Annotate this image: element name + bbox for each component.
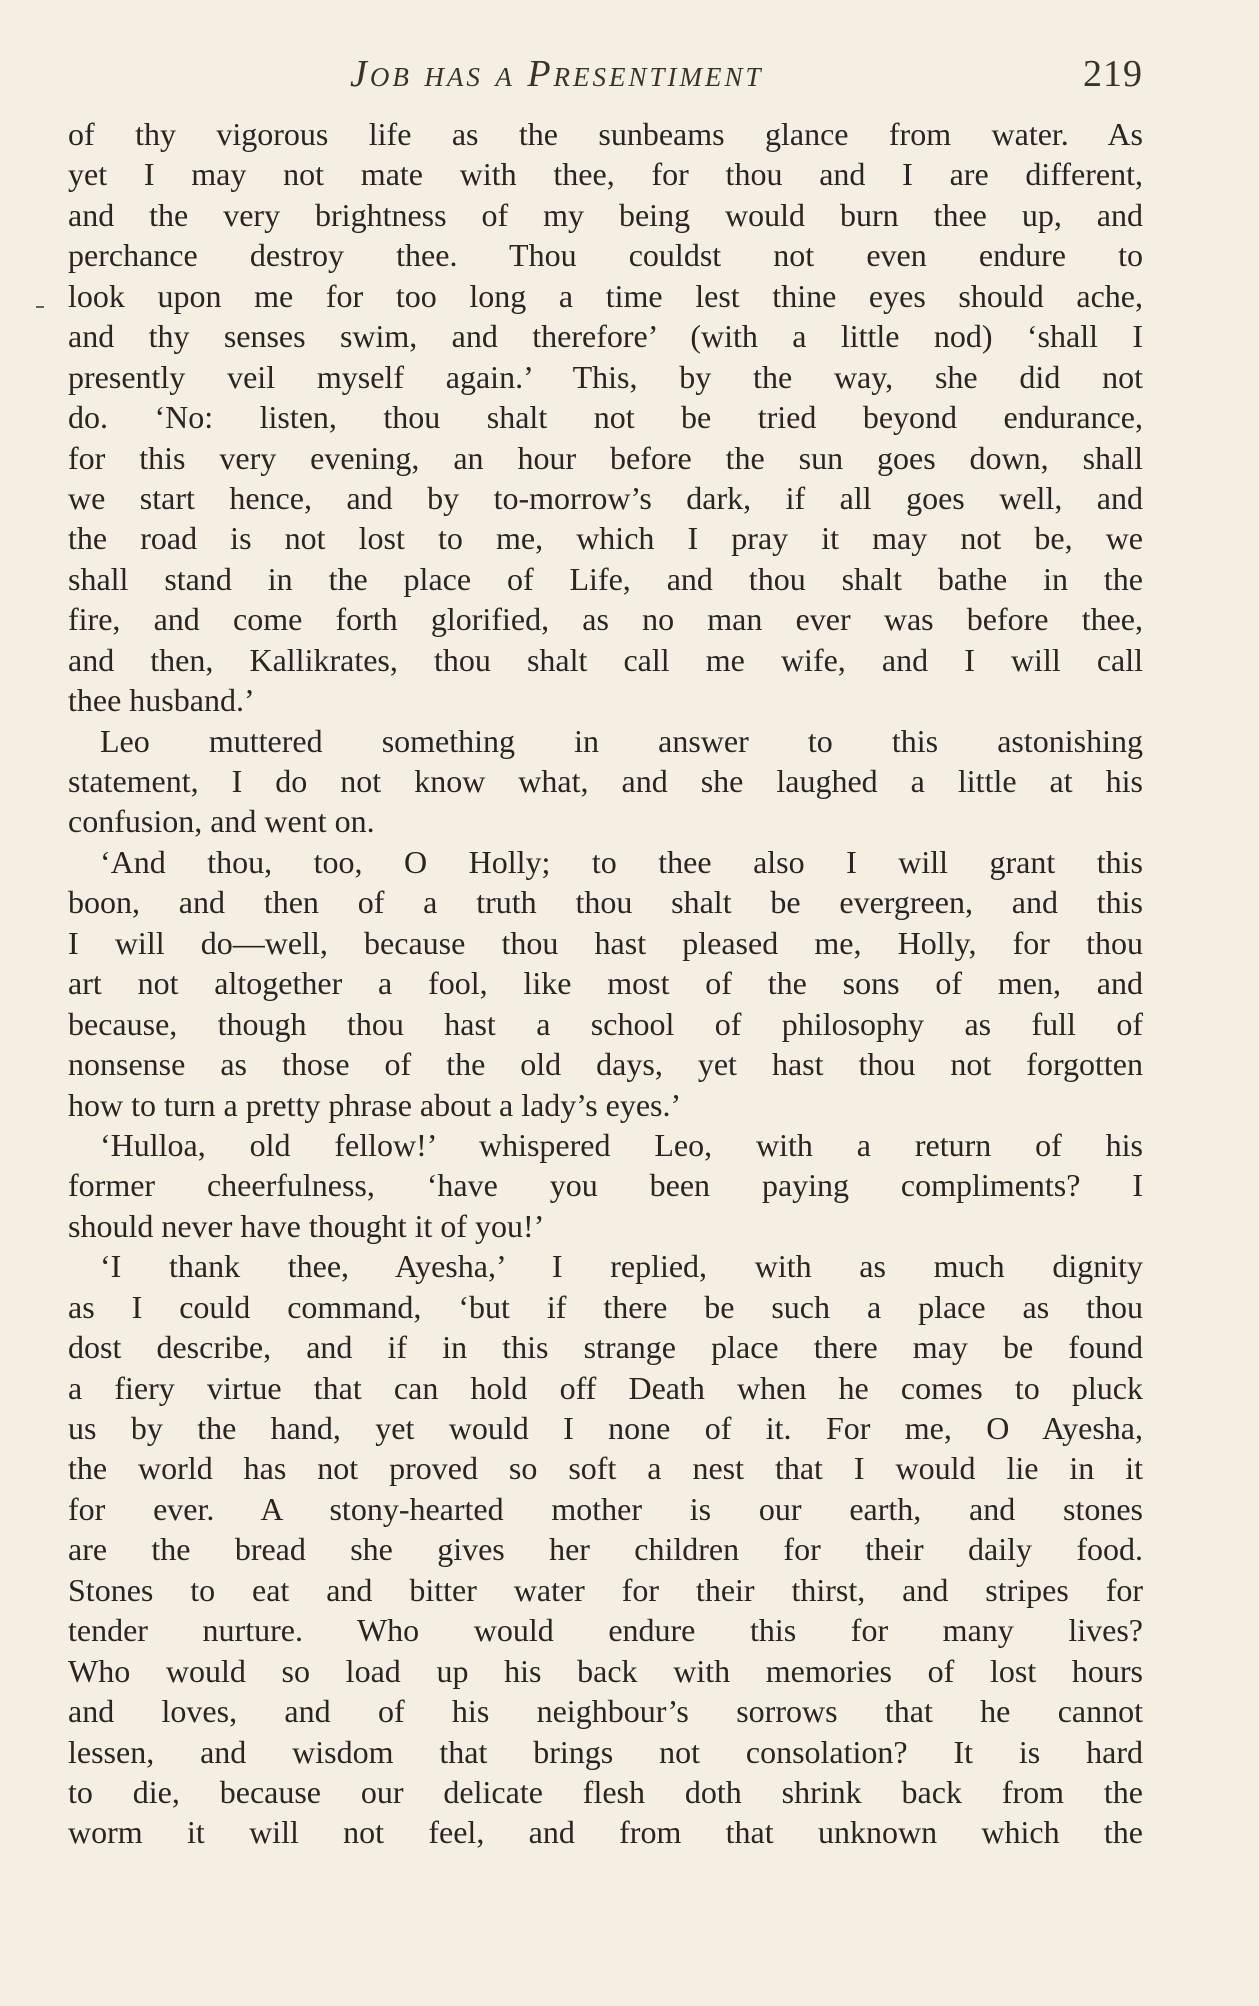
- text-line: how to turn a pretty phrase about a lady’s eyes.’: [68, 1086, 682, 1123]
- text-line: to die, because our delicate flesh doth shrink back from the: [68, 1773, 1143, 1810]
- text-line: a fiery virtue that can hold off Death when he comes to pluck: [68, 1369, 1143, 1406]
- text-line: presently veil myself again.’ This, by the way, she did not: [68, 358, 1143, 395]
- text-line: ‘I thank thee, Ayesha,’ I replied, with as much dignity: [100, 1248, 1143, 1285]
- text-line: confusion, and went on.: [68, 803, 375, 840]
- text-line: worm it will not feel, and from that unknown which the: [68, 1814, 1143, 1851]
- text-line: former cheerfulness, ‘have you been paying compliments? I: [68, 1167, 1143, 1204]
- text-line: for ever. A stony-hearted mother is our earth, and stones: [68, 1490, 1143, 1527]
- text-line: ‘And thou, too, O Holly; to thee also I will grant this: [100, 843, 1143, 880]
- text-line: art not altogether a fool, like most of the sons of men, and: [68, 965, 1143, 1002]
- text-line: and the very brightness of my being would burn thee up, and: [68, 196, 1143, 233]
- text-line: Leo muttered something in answer to this astonishing: [100, 722, 1143, 759]
- text-line: the world has not proved so soft a nest that I would lie in it: [68, 1450, 1143, 1487]
- text-line: thee husband.’: [68, 682, 255, 719]
- text-line: boon, and then of a truth thou shalt be evergreen, and this: [68, 884, 1143, 921]
- text-line: statement, I do not know what, and she laughed a little at his: [68, 763, 1143, 799]
- text-line: the road is not lost to me, which I pray it may not be, we: [68, 520, 1143, 557]
- text-line: fire, and come forth glorified, as no man ever was before thee,: [68, 601, 1143, 638]
- text-line: for this very evening, an hour before the sun goes down, shall: [68, 439, 1143, 476]
- page-number: 219: [1083, 53, 1143, 95]
- text-line: lessen, and wisdom that brings not consolation? It is hard: [68, 1733, 1143, 1770]
- text-line: are the bread she gives her children for their daily food.: [68, 1531, 1143, 1568]
- text-line: tender nurture. Who would endure this for many lives?: [68, 1612, 1143, 1649]
- running-title: Job has a Presentiment: [350, 53, 764, 95]
- body-text: [68, 114, 1143, 1853]
- text-line: we start hence, and by to-morrow’s dark, if all goes well, and: [68, 479, 1143, 516]
- text-line: us by the hand, yet would I none of it. For me, O Ayesha,: [68, 1410, 1143, 1446]
- text-line: should never have thought it of you!’: [68, 1207, 545, 1244]
- text-line: yet I may not mate with thee, for thou and I are different,: [68, 156, 1143, 193]
- text-line: ‘Hulloa, old fellow!’ whispered Leo, with a return of his: [100, 1126, 1143, 1163]
- text-line: and thy senses swim, and therefore’ (with a little nod) ‘shall I: [68, 318, 1143, 355]
- text-line: and loves, and of his neighbour’s sorrows that he cannot: [68, 1693, 1143, 1730]
- text-line: I will do—well, because thou hast pleased me, Holly, for thou: [68, 924, 1143, 961]
- text-line: because, though thou hast a school of philosophy as full of: [68, 1005, 1143, 1042]
- text-line: shall stand in the place of Life, and thou shalt bathe in the: [68, 560, 1143, 597]
- text-line: Who would so load up his back with memories of lost hours: [68, 1652, 1143, 1689]
- text-line: dost describe, and if in this strange place there may be found: [68, 1329, 1143, 1366]
- text-line: do. ‘No: listen, thou shalt not be tried beyond endurance,: [68, 399, 1143, 436]
- margin-mark: [36, 306, 44, 308]
- text-line: nonsense as those of the old days, yet hast thou not forgotten: [68, 1046, 1143, 1083]
- text-line: as I could command, ‘but if there be such a place as thou: [68, 1288, 1143, 1325]
- text-line: of thy vigorous life as the sunbeams glance from water. As: [68, 116, 1143, 152]
- text-line: Stones to eat and bitter water for their thirst, and stripes for: [68, 1571, 1143, 1608]
- text-line: and then, Kallikrates, thou shalt call me wife, and I will call: [68, 641, 1143, 678]
- running-head: [68, 52, 1143, 102]
- text-line: perchance destroy thee. Thou couldst not even endure to: [68, 237, 1143, 274]
- text-line: look upon me for too long a time lest thine eyes should ache,: [68, 277, 1143, 314]
